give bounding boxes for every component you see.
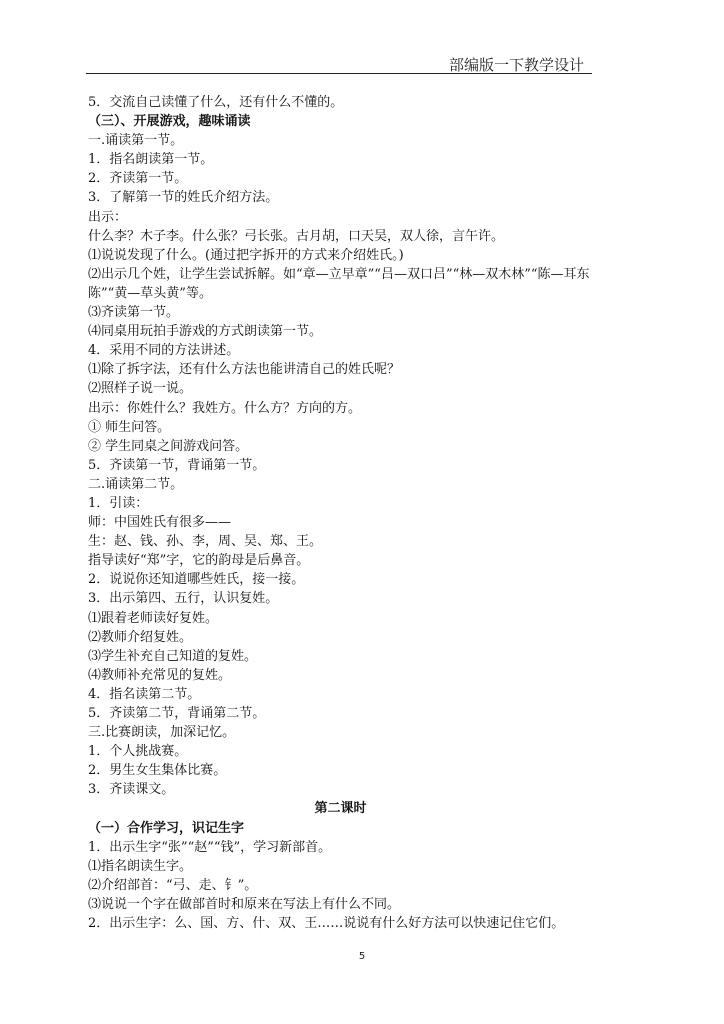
text-line: ⑵照样子说一说。 — [88, 381, 193, 397]
section-heading: 第二课时 — [314, 801, 367, 817]
text-line: 3．了解第一节的姓氏介绍方法。 — [88, 190, 279, 206]
text-line: 1．个人挑战赛。 — [88, 744, 188, 760]
text-line: 5．交流自己读懂了什么，还有什么不懂的。 — [88, 95, 344, 110]
text-line: 什么李？木子李。什么张？弓长张。古月胡，口天吴，双人徐，言午许。 — [88, 228, 505, 244]
text-line: ⑶说说一个字在做部首时和原来在写法上有什么不同。 — [88, 896, 401, 912]
section-heading: （一）合作学习，识记生字 — [88, 820, 245, 836]
text-line: 生：赵、钱、孙、李，周、吴、郑、王。 — [88, 534, 323, 550]
text-line: 师：中国姓氏有很多—— — [88, 515, 232, 531]
text-line: ⑴跟着老师读好复姓。 — [88, 610, 219, 626]
text-line: ⑷同桌用玩拍手游戏的方式朗读第一节。 — [88, 324, 323, 340]
text-line: ⑶齐读第一节。 — [88, 305, 180, 321]
text-line: 出示：你姓什么？我姓方。什么方？方向的方。 — [88, 400, 362, 416]
text-line: 1．引读： — [88, 495, 149, 511]
text-line: 4．指名读第二节。 — [88, 686, 201, 702]
text-line: ⑴除了拆字法，还有什么方法也能讲清自己的姓氏呢？ — [88, 362, 401, 378]
text-line: 2．齐读第一节。 — [88, 171, 188, 187]
page-number: 5 — [358, 951, 366, 962]
text-line: 出示： — [88, 209, 128, 225]
text-line: 指导读好“郑”字，它的韵母是后鼻音。 — [88, 553, 310, 569]
section-heading: （三）、开展游戏，趣味诵读 — [88, 114, 251, 130]
text-line: 3．出示第四、五行，认识复姓。 — [88, 591, 279, 607]
text-line: 5．齐读第二节，背诵第二节。 — [88, 706, 266, 721]
text-line: 5．齐读第一节，背诵第一节。 — [88, 457, 266, 473]
text-line: 1．指名朗读第一节。 — [88, 152, 214, 168]
text-line: ① 师生问答。 — [88, 419, 171, 435]
text-line: 一.诵读第一节。 — [88, 133, 184, 149]
text-line: ⑶学生补充自己知道的复姓。 — [88, 648, 258, 664]
document-body — [88, 93, 593, 933]
text-line: 2．说说你还知道哪些姓氏，接一接。 — [88, 572, 305, 588]
text-line: 2．出示生字：么、国、方、什、双、王……说说有什么好方法可以快速记住它们。 — [88, 916, 565, 932]
text-line: ⑴指名朗读生字。 — [88, 858, 193, 874]
text-line: ⑴说说发现了什么。(通过把字拆开的方式来介绍姓氏。) — [88, 247, 404, 263]
text-line: ⑷教师补充常见的复姓。 — [88, 667, 232, 683]
text-line: ⑵出示几个姓，让学生尝试拆解。如“章—立早章”“吕—双口吕”“林—双木林”“陈—耳东陈”“黄—草头黄”等。 — [88, 266, 590, 301]
text-line: 二.诵读第二节。 — [88, 476, 184, 492]
text-line: ⑵教师介绍复姓。 — [88, 629, 193, 645]
text-line: 2．男生女生集体比赛。 — [88, 763, 227, 779]
text-line: ⑵介绍部首：“弓、走、钅”。 — [88, 877, 258, 893]
text-line: 3．齐读课文。 — [88, 782, 175, 798]
header-divider — [86, 73, 592, 74]
text-line: 三.比赛朗读，加深记忆。 — [88, 725, 236, 741]
text-line: ② 学生同桌之间游戏问答。 — [88, 438, 249, 454]
header-title: 部编版一下教学设计 — [448, 56, 584, 74]
text-line: 4．采用不同的方法讲述。 — [88, 343, 240, 359]
text-line: 1．出示生字“张”“赵”“钱”，学习新部首。 — [88, 839, 332, 855]
